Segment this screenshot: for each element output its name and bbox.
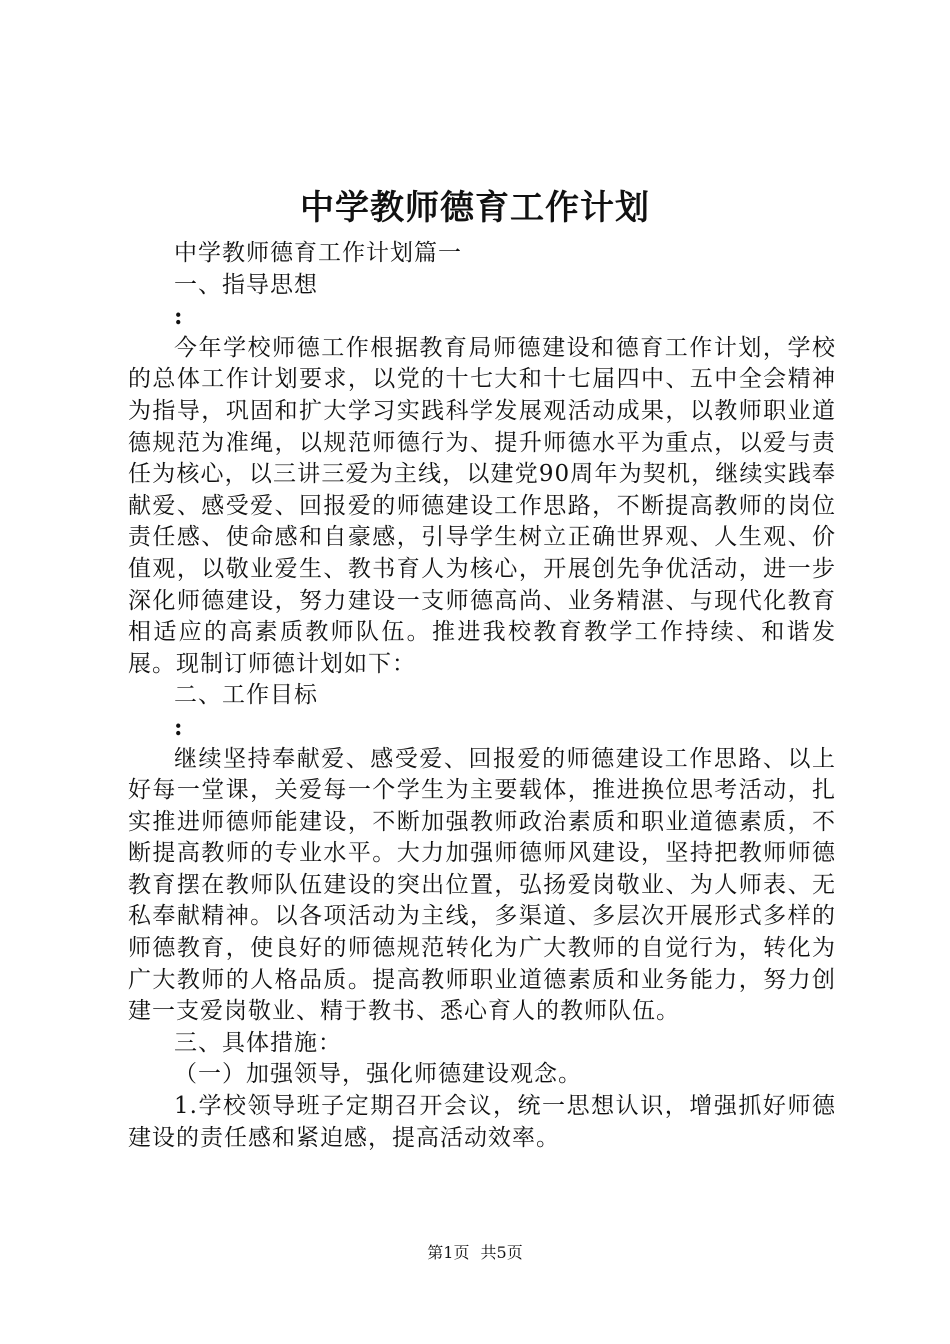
colon-marker: :	[174, 713, 184, 741]
paragraph-guiding-ideology: 今年学校师德工作根据教育局师德建设和德育工作计划，学校的总体工作计划要求，以党的十七大和十七届四中、五中全会精神为指导，巩固和扩大学习实践科学发展观活动成果，以教师职业道德规范为准绳，以规范师德行为、提升师德水平为重点，以爱与责任为核心，以三讲三爱为主线，以建党90周年为契机，继续实践奉献爱、感受爱、回报爱的师德建设工作思路，不断提高教师的岗位责任感、使命感和自豪感，引导学生树立正确世界观、人生观、价值观，以敬业爱生、教书育人为核心，开展创先争优活动，进一步深化师德建设，努力建设一支师德高尚、业务精湛、与现代化教育相适应的高素质教师队伍。推进我校教育教学工作持续、和谐发展。现制订师德计划如下：	[128, 334, 836, 677]
heading-work-goals: 二、工作目标	[174, 682, 318, 709]
paragraph-measure-1: 1.学校领导班子定期召开会议，统一思想认识，增强抓好师德建设的责任感和紧迫感，提高活动效率。	[128, 1093, 836, 1151]
heading-guiding-ideology: 一、指导思想	[174, 271, 318, 298]
subheading-leadership: （一）加强领导，强化师德建设观念。	[174, 1061, 582, 1088]
document-body	[128, 238, 836, 1154]
colon-marker: :	[174, 303, 184, 331]
paragraph-work-goals: 继续坚持奉献爱、感受爱、回报爱的师德建设工作思路、以上好每一堂课，关爱每一个学生为主要载体，推进换位思考活动，扎实推进师德师能建设，不断加强教师政治素质和职业道德素质，不断提高教师的专业水平。大力加强师德师风建设，坚持把教师师德教育摆在教师队伍建设的突出位置，弘扬爱岗敬业、为人师表、无私奉献精神。以各项活动为主线，多渠道、多层次开展形式多样的师德教育，使良好的师德规范转化为广大教师的自觉行为，转化为广大教师的人格品质。提高教师职业道德素质和业务能力，努力创建一支爱岗敬业、精于教书、悉心育人的教师队伍。	[128, 745, 836, 1025]
heading-measures: 三、具体措施：	[174, 1029, 342, 1056]
page-number: 第1页	[427, 1243, 470, 1262]
page-total: 共5页	[480, 1243, 523, 1262]
document-title: 中学教师德育工作计划	[300, 188, 650, 228]
page-footer	[0, 1241, 950, 1265]
section-heading: 中学教师德育工作计划篇一	[174, 240, 462, 266]
